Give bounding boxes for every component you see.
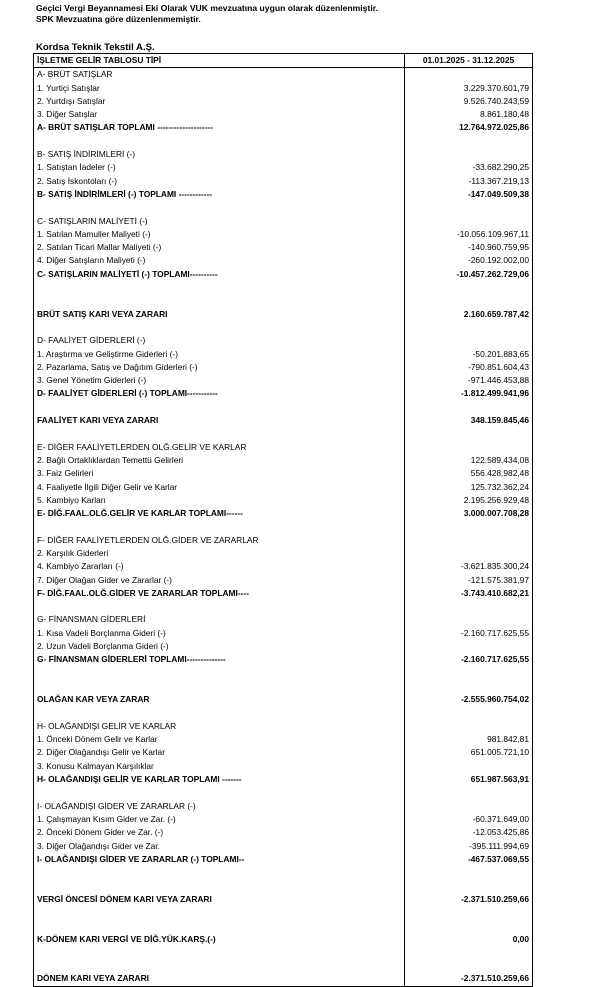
table-row	[34, 800, 533, 813]
row-value: -2.160.717.625,55	[405, 653, 533, 666]
row-label	[34, 520, 405, 533]
row-value	[405, 600, 533, 613]
row-label: OLAĞAN KAR VEYA ZARAR	[34, 693, 405, 706]
row-label: 1. Satıştan İadeler (-)	[34, 161, 405, 174]
table-row	[34, 667, 533, 680]
row-label: G- FİNANSMAN GİDERLERİ TOPLAMI--------------	[34, 653, 405, 666]
row-value: 651.005.721,10	[405, 746, 533, 759]
table-row	[34, 853, 533, 866]
row-value	[405, 919, 533, 932]
table-row	[34, 946, 533, 959]
table-row	[34, 454, 533, 467]
row-label	[34, 321, 405, 334]
row-value: 348.159.845,46	[405, 414, 533, 427]
row-label: D- FAALİYET GİDERLERİ (-)	[34, 334, 405, 347]
row-label: I- OLAĞANDIŞI GİDER VE ZARARLAR (-) TOPLAMI--	[34, 853, 405, 866]
table-row	[34, 933, 533, 946]
table-row	[34, 534, 533, 547]
row-label: 2. Karşılık Giderleri	[34, 547, 405, 560]
table-row	[34, 294, 533, 307]
table-row	[34, 972, 533, 986]
table-row	[34, 547, 533, 560]
row-label	[34, 281, 405, 294]
row-label: A- BRÜT SATIŞLAR TOPLAMI --------------------	[34, 121, 405, 134]
row-label: 2. Satış İskontoları (-)	[34, 175, 405, 188]
row-label: E- DİĞ.FAAL.OLĞ.GELİR VE KARLAR TOPLAMI------	[34, 507, 405, 520]
table-row	[34, 108, 533, 121]
table-row	[34, 215, 533, 228]
table-row	[34, 348, 533, 361]
row-value: 125.732.362,24	[405, 481, 533, 494]
table-row	[34, 746, 533, 759]
table-row	[34, 959, 533, 972]
table-row	[34, 201, 533, 214]
row-label: BRÜT SATIŞ KARI VEYA ZARARI	[34, 308, 405, 321]
row-value: -395.111.994,69	[405, 840, 533, 853]
row-label: 3. Diğer Olağandışı Gider ve Zar.	[34, 840, 405, 853]
row-value: -50.201.883,65	[405, 348, 533, 361]
row-value: -10.457.262.729,06	[405, 268, 533, 281]
row-value: -12.053.425,86	[405, 826, 533, 839]
table-row	[34, 613, 533, 626]
row-value: 3.000.007.708,28	[405, 507, 533, 520]
table-row	[34, 161, 533, 174]
table-row	[34, 148, 533, 161]
row-label: A- BRÜT SATIŞLAR	[34, 68, 405, 82]
row-value	[405, 959, 533, 972]
row-value	[405, 281, 533, 294]
row-label: 1. Araştırma ve Geliştirme Giderleri (-)	[34, 348, 405, 361]
row-label	[34, 667, 405, 680]
row-value	[405, 946, 533, 959]
income-statement-table	[33, 53, 533, 987]
row-label: 4. Kambiyo Zararları (-)	[34, 560, 405, 573]
table-row	[34, 813, 533, 826]
row-label	[34, 427, 405, 440]
table-row	[34, 733, 533, 746]
row-label: C- SATIŞLARIN MALİYETİ (-)	[34, 215, 405, 228]
table-row	[34, 906, 533, 919]
row-label: 7. Diğer Olağan Gider ve Zararlar (-)	[34, 574, 405, 587]
table-row	[34, 281, 533, 294]
row-label: 2. Satılan Ticari Mallar Maliyeti (-)	[34, 241, 405, 254]
row-value	[405, 321, 533, 334]
table-row	[34, 574, 533, 587]
row-value: -3.743.410.682,21	[405, 587, 533, 600]
table-row	[34, 653, 533, 666]
row-value	[405, 866, 533, 879]
row-label: K-DÖNEM KARI VERGİ VE DİĞ.YÜK.KARŞ.(-)	[34, 933, 405, 946]
row-value	[405, 640, 533, 653]
table-row	[34, 188, 533, 201]
row-label	[34, 201, 405, 214]
row-label: 1. Çalışmayan Kısım Gider ve Zar. (-)	[34, 813, 405, 826]
row-label: 3. Genel Yönetim Giderleri (-)	[34, 374, 405, 387]
table-row	[34, 334, 533, 347]
table-row	[34, 494, 533, 507]
row-label	[34, 135, 405, 148]
row-value	[405, 707, 533, 720]
row-value	[405, 800, 533, 813]
table-row	[34, 560, 533, 573]
row-label: B- SATIŞ İNDİRİMLERİ (-)	[34, 148, 405, 161]
row-value: -10.056.109.967,11	[405, 228, 533, 241]
table-row	[34, 121, 533, 134]
row-value: 651.987.563,91	[405, 773, 533, 786]
row-value	[405, 427, 533, 440]
company-name: Kordsa Teknik Tekstil A.Ş.	[36, 42, 155, 53]
table-row	[34, 760, 533, 773]
table-row	[34, 441, 533, 454]
row-label: G- FİNANSMAN GİDERLERİ	[34, 613, 405, 626]
row-value	[405, 68, 533, 82]
row-value	[405, 215, 533, 228]
row-label: 4. Diğer Satışların Maliyeti (-)	[34, 254, 405, 267]
table-row	[34, 241, 533, 254]
table-row	[34, 361, 533, 374]
row-value	[405, 201, 533, 214]
table-row	[34, 387, 533, 400]
row-label: VERGİ ÖNCESİ DÖNEM KARI VEYA ZARARI	[34, 893, 405, 906]
note-line: SPK Mevzuatına göre düzenlenmemiştir.	[36, 14, 201, 24]
table-row	[34, 374, 533, 387]
table-row	[34, 773, 533, 786]
row-label: 2. Yurtdışı Satışlar	[34, 95, 405, 108]
row-label: H- OLAĞANDIŞI GELİR VE KARLAR TOPLAMI -------	[34, 773, 405, 786]
note-line: Geçici Vergi Beyannamesi Eki Olarak VUK mevzuatına uygun olarak düzenlenmiştir.	[36, 3, 378, 13]
table-row	[34, 600, 533, 613]
row-value: 2.160.659.787,42	[405, 308, 533, 321]
row-label: 1. Kısa Vadeli Borçlanma Gideri (-)	[34, 627, 405, 640]
row-label: FAALİYET KARI VEYA ZARARI	[34, 414, 405, 427]
table-row	[34, 507, 533, 520]
row-value	[405, 613, 533, 626]
row-value: 9.526.740.243,59	[405, 95, 533, 108]
row-label	[34, 906, 405, 919]
table-row	[34, 919, 533, 932]
table-row	[34, 268, 533, 281]
table-row	[34, 840, 533, 853]
table-row	[34, 627, 533, 640]
document-notes	[36, 3, 378, 25]
header-label: İŞLETME GELİR TABLOSU TİPİ	[34, 54, 405, 68]
row-label: 2. Diğer Olağandışı Gelir ve Karlar	[34, 746, 405, 759]
row-label: D- FAALİYET GİDERLERİ (-) TOPLAMI-----------	[34, 387, 405, 400]
table-row	[34, 640, 533, 653]
row-label: 2. Bağlı Ortaklıklardan Temettü Gelirleri	[34, 454, 405, 467]
table-row	[34, 786, 533, 799]
row-value: -971.446.453,88	[405, 374, 533, 387]
table-row	[34, 467, 533, 480]
row-label	[34, 401, 405, 414]
row-label: 1. Satılan Mamuller Maliyeti (-)	[34, 228, 405, 241]
row-label: 2. Önceki Dönem Gider ve Zar. (-)	[34, 826, 405, 839]
table-row	[34, 401, 533, 414]
row-value: -147.049.509,38	[405, 188, 533, 201]
row-value	[405, 879, 533, 892]
row-value: 2.195.256.929,48	[405, 494, 533, 507]
row-value: -140.960.759,95	[405, 241, 533, 254]
row-value: 981.842,81	[405, 733, 533, 746]
row-label: 2. Pazarlama, Satış ve Dağıtım Giderleri (-)	[34, 361, 405, 374]
table-header-row	[34, 54, 533, 68]
header-period: 01.01.2025 - 31.12.2025	[405, 54, 533, 68]
row-value	[405, 534, 533, 547]
row-value: -2.371.510.259,66	[405, 972, 533, 986]
table-row	[34, 693, 533, 706]
row-label: 5. Kambiyo Karları	[34, 494, 405, 507]
table-row	[34, 414, 533, 427]
row-label	[34, 707, 405, 720]
row-value: 12.764.972.025,86	[405, 121, 533, 134]
table-row	[34, 175, 533, 188]
table-row	[34, 308, 533, 321]
table-row	[34, 707, 533, 720]
row-label: 2. Uzun Vadeli Borçlanma Gideri (-)	[34, 640, 405, 653]
table-row	[34, 228, 533, 241]
row-label: DÖNEM KARI VEYA ZARARI	[34, 972, 405, 986]
row-label: 3. Konusu Kalmayan Karşılıklar	[34, 760, 405, 773]
row-label: 1. Önceki Dönem Gelir ve Karlar	[34, 733, 405, 746]
row-value: -3.621.835.300,24	[405, 560, 533, 573]
row-value: -467.537.069,55	[405, 853, 533, 866]
row-value	[405, 720, 533, 733]
table-row	[34, 720, 533, 733]
row-label	[34, 680, 405, 693]
row-label	[34, 959, 405, 972]
row-value	[405, 680, 533, 693]
table-row	[34, 481, 533, 494]
row-value: 3.229.370.601,79	[405, 82, 533, 95]
row-label: F- DİĞER FAALİYETLERDEN OLĞ.GİDER VE ZARARLAR	[34, 534, 405, 547]
table-row	[34, 321, 533, 334]
row-value	[405, 547, 533, 560]
table-row	[34, 254, 533, 267]
row-value	[405, 906, 533, 919]
table-row	[34, 587, 533, 600]
table-row	[34, 826, 533, 839]
row-value	[405, 667, 533, 680]
table-row	[34, 95, 533, 108]
row-label: 3. Faiz Gelirleri	[34, 467, 405, 480]
row-value	[405, 294, 533, 307]
row-label: B- SATIŞ İNDİRİMLERİ (-) TOPLAMI ------------	[34, 188, 405, 201]
row-label: I- OLAĞANDIŞI GİDER VE ZARARLAR (-)	[34, 800, 405, 813]
row-value: 8.861.180,48	[405, 108, 533, 121]
row-value: -2.371.510.259,66	[405, 893, 533, 906]
row-label: 1. Yurtiçi Satışlar	[34, 82, 405, 95]
row-label	[34, 786, 405, 799]
row-value: -260.192.002,00	[405, 254, 533, 267]
row-value: 0,00	[405, 933, 533, 946]
row-value	[405, 135, 533, 148]
table-row	[34, 82, 533, 95]
row-value: 556.428.982,48	[405, 467, 533, 480]
table-row	[34, 520, 533, 533]
table-row	[34, 866, 533, 879]
table-row	[34, 68, 533, 82]
table-row	[34, 879, 533, 892]
row-value	[405, 786, 533, 799]
row-label: H- OLAĞANDIŞI GELİR VE KARLAR	[34, 720, 405, 733]
row-label	[34, 919, 405, 932]
row-label	[34, 294, 405, 307]
row-value: -790.851.604,43	[405, 361, 533, 374]
row-value: -1.812.499.941,96	[405, 387, 533, 400]
row-label: 4. Faaliyetle İlgili Diğer Gelir ve Karlar	[34, 481, 405, 494]
row-value: 122.589.434,08	[405, 454, 533, 467]
row-label	[34, 600, 405, 613]
row-label: C- SATIŞLARIN MALİYETİ (-) TOPLAMI----------	[34, 268, 405, 281]
row-value: -2.160.717.625,55	[405, 627, 533, 640]
row-value: -33.682.290,25	[405, 161, 533, 174]
table-row	[34, 135, 533, 148]
row-label: 3. Diğer Satışlar	[34, 108, 405, 121]
row-value	[405, 441, 533, 454]
row-label: E- DİĞER FAALİYETLERDEN OLĞ.GELİR VE KARLAR	[34, 441, 405, 454]
row-value	[405, 520, 533, 533]
table-row	[34, 427, 533, 440]
row-value	[405, 760, 533, 773]
row-value: -60.371.649,00	[405, 813, 533, 826]
row-label	[34, 879, 405, 892]
row-label	[34, 866, 405, 879]
row-value: -113.367.219,13	[405, 175, 533, 188]
row-value	[405, 334, 533, 347]
row-value: -121.575.381,97	[405, 574, 533, 587]
table-row	[34, 893, 533, 906]
row-label: F- DİĞ.FAAL.OLĞ.GİDER VE ZARARLAR TOPLAMI----	[34, 587, 405, 600]
table-row	[34, 680, 533, 693]
row-value	[405, 148, 533, 161]
row-label	[34, 946, 405, 959]
row-value	[405, 401, 533, 414]
row-value: -2.555.960.754,02	[405, 693, 533, 706]
